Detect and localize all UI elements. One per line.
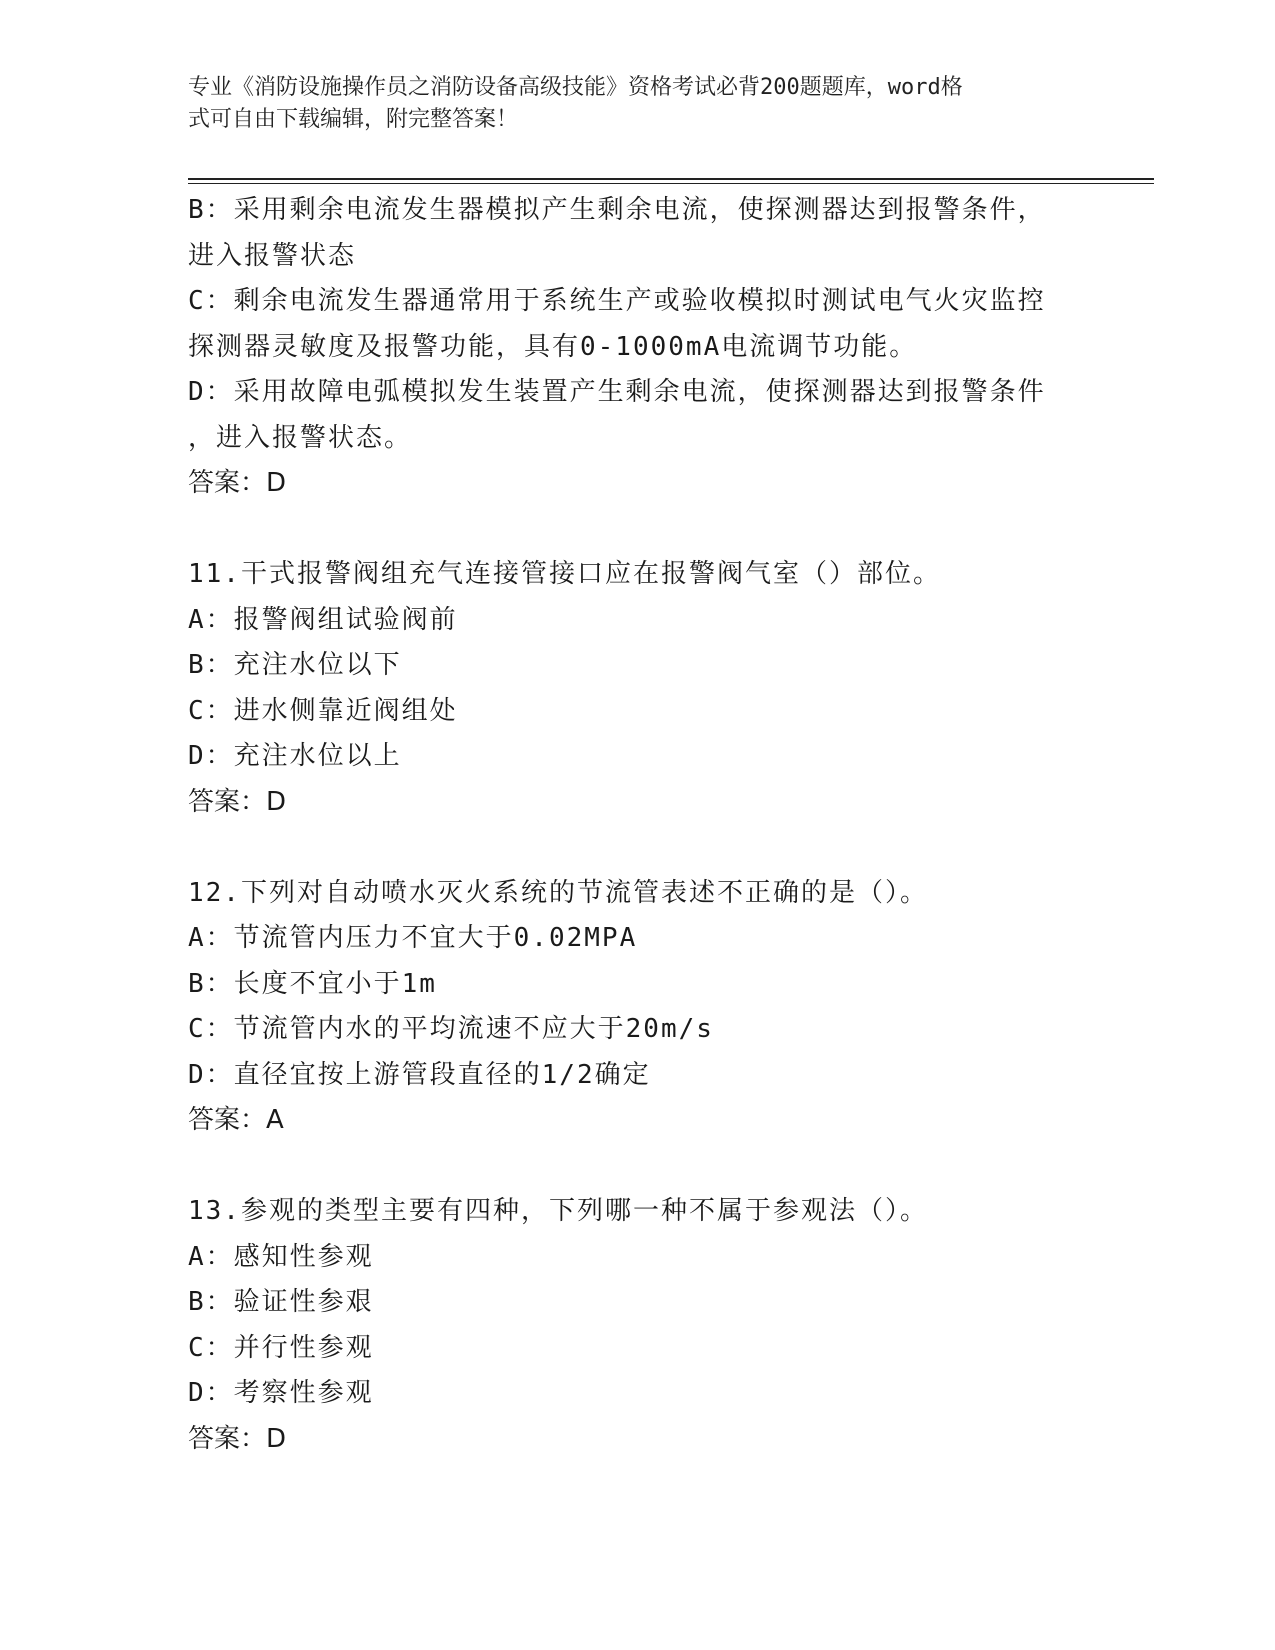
question-stem: 12.下列对自动喷水灭火系统的节流管表述不正确的是（）。: [188, 877, 928, 908]
option-d-line-2: ，进入报警状态。: [188, 422, 413, 453]
option-b: B：验证性参艰: [188, 1287, 374, 1317]
option-c: C：进水侧靠近阀组处: [188, 695, 458, 726]
question-stem: 13.参观的类型主要有四种，下列哪一种不属于参观法（）。: [188, 1196, 928, 1226]
header-divider-thick: [188, 178, 1154, 180]
option-a: A：节流管内压力不宜大于0.02MPA: [188, 923, 638, 953]
option-d-line-1: D：采用故障电弧模拟发生装置产生剩余电流，使探测器达到报警条件: [188, 377, 1046, 407]
option-d: D：充注水位以上: [188, 741, 402, 771]
answer: 答案：D: [188, 468, 287, 498]
option-a: A：报警阀组试验阀前: [188, 604, 458, 635]
question-13: [188, 1189, 1088, 1462]
header-title-line-2: 式可自由下载编辑，附完整答案！: [188, 107, 519, 132]
continued-question: [188, 188, 1088, 507]
option-d: D：考察性参观: [188, 1378, 374, 1408]
option-b-line-1: B：采用剩余电流发生器模拟产生剩余电流，使探测器达到报警条件，: [188, 195, 1046, 225]
header-divider-thin: [188, 183, 1154, 184]
answer: 答案：A: [188, 1105, 284, 1135]
option-d: D：直径宜按上游管段直径的1/2确定: [188, 1059, 651, 1090]
option-c: C：并行性参观: [188, 1332, 374, 1363]
option-c-line-2: 探测器灵敏度及报警功能，具有0-1000mA电流调节功能。: [188, 331, 918, 362]
question-11: [188, 552, 1088, 825]
header-title-line-1: 专业《消防设施操作员之消防设备高级技能》资格考试必背200题题库，word格: [188, 75, 963, 100]
question-12: [188, 871, 1088, 1144]
spacer: [188, 1144, 1088, 1190]
option-a: A：感知性参观: [188, 1241, 374, 1272]
answer: 答案：D: [188, 1423, 287, 1454]
option-c-line-1: C：剩余电流发生器通常用于系统生产或验收模拟时测试电气火灾监控: [188, 286, 1046, 316]
option-b: B：充注水位以下: [188, 650, 402, 680]
option-b-line-2: 进入报警状态: [188, 240, 357, 271]
spacer: [188, 507, 1088, 553]
spacer: [188, 825, 1088, 871]
option-c: C：节流管内水的平均流速不应大于20m/s: [188, 1014, 714, 1044]
option-b: B：长度不宜小于1m: [188, 968, 437, 999]
question-content: [188, 188, 1088, 1462]
page-header: [188, 72, 1088, 136]
answer: 答案：D: [188, 786, 287, 817]
question-stem: 11.干式报警阀组充气连接管接口应在报警阀气室（）部位。: [188, 559, 941, 589]
